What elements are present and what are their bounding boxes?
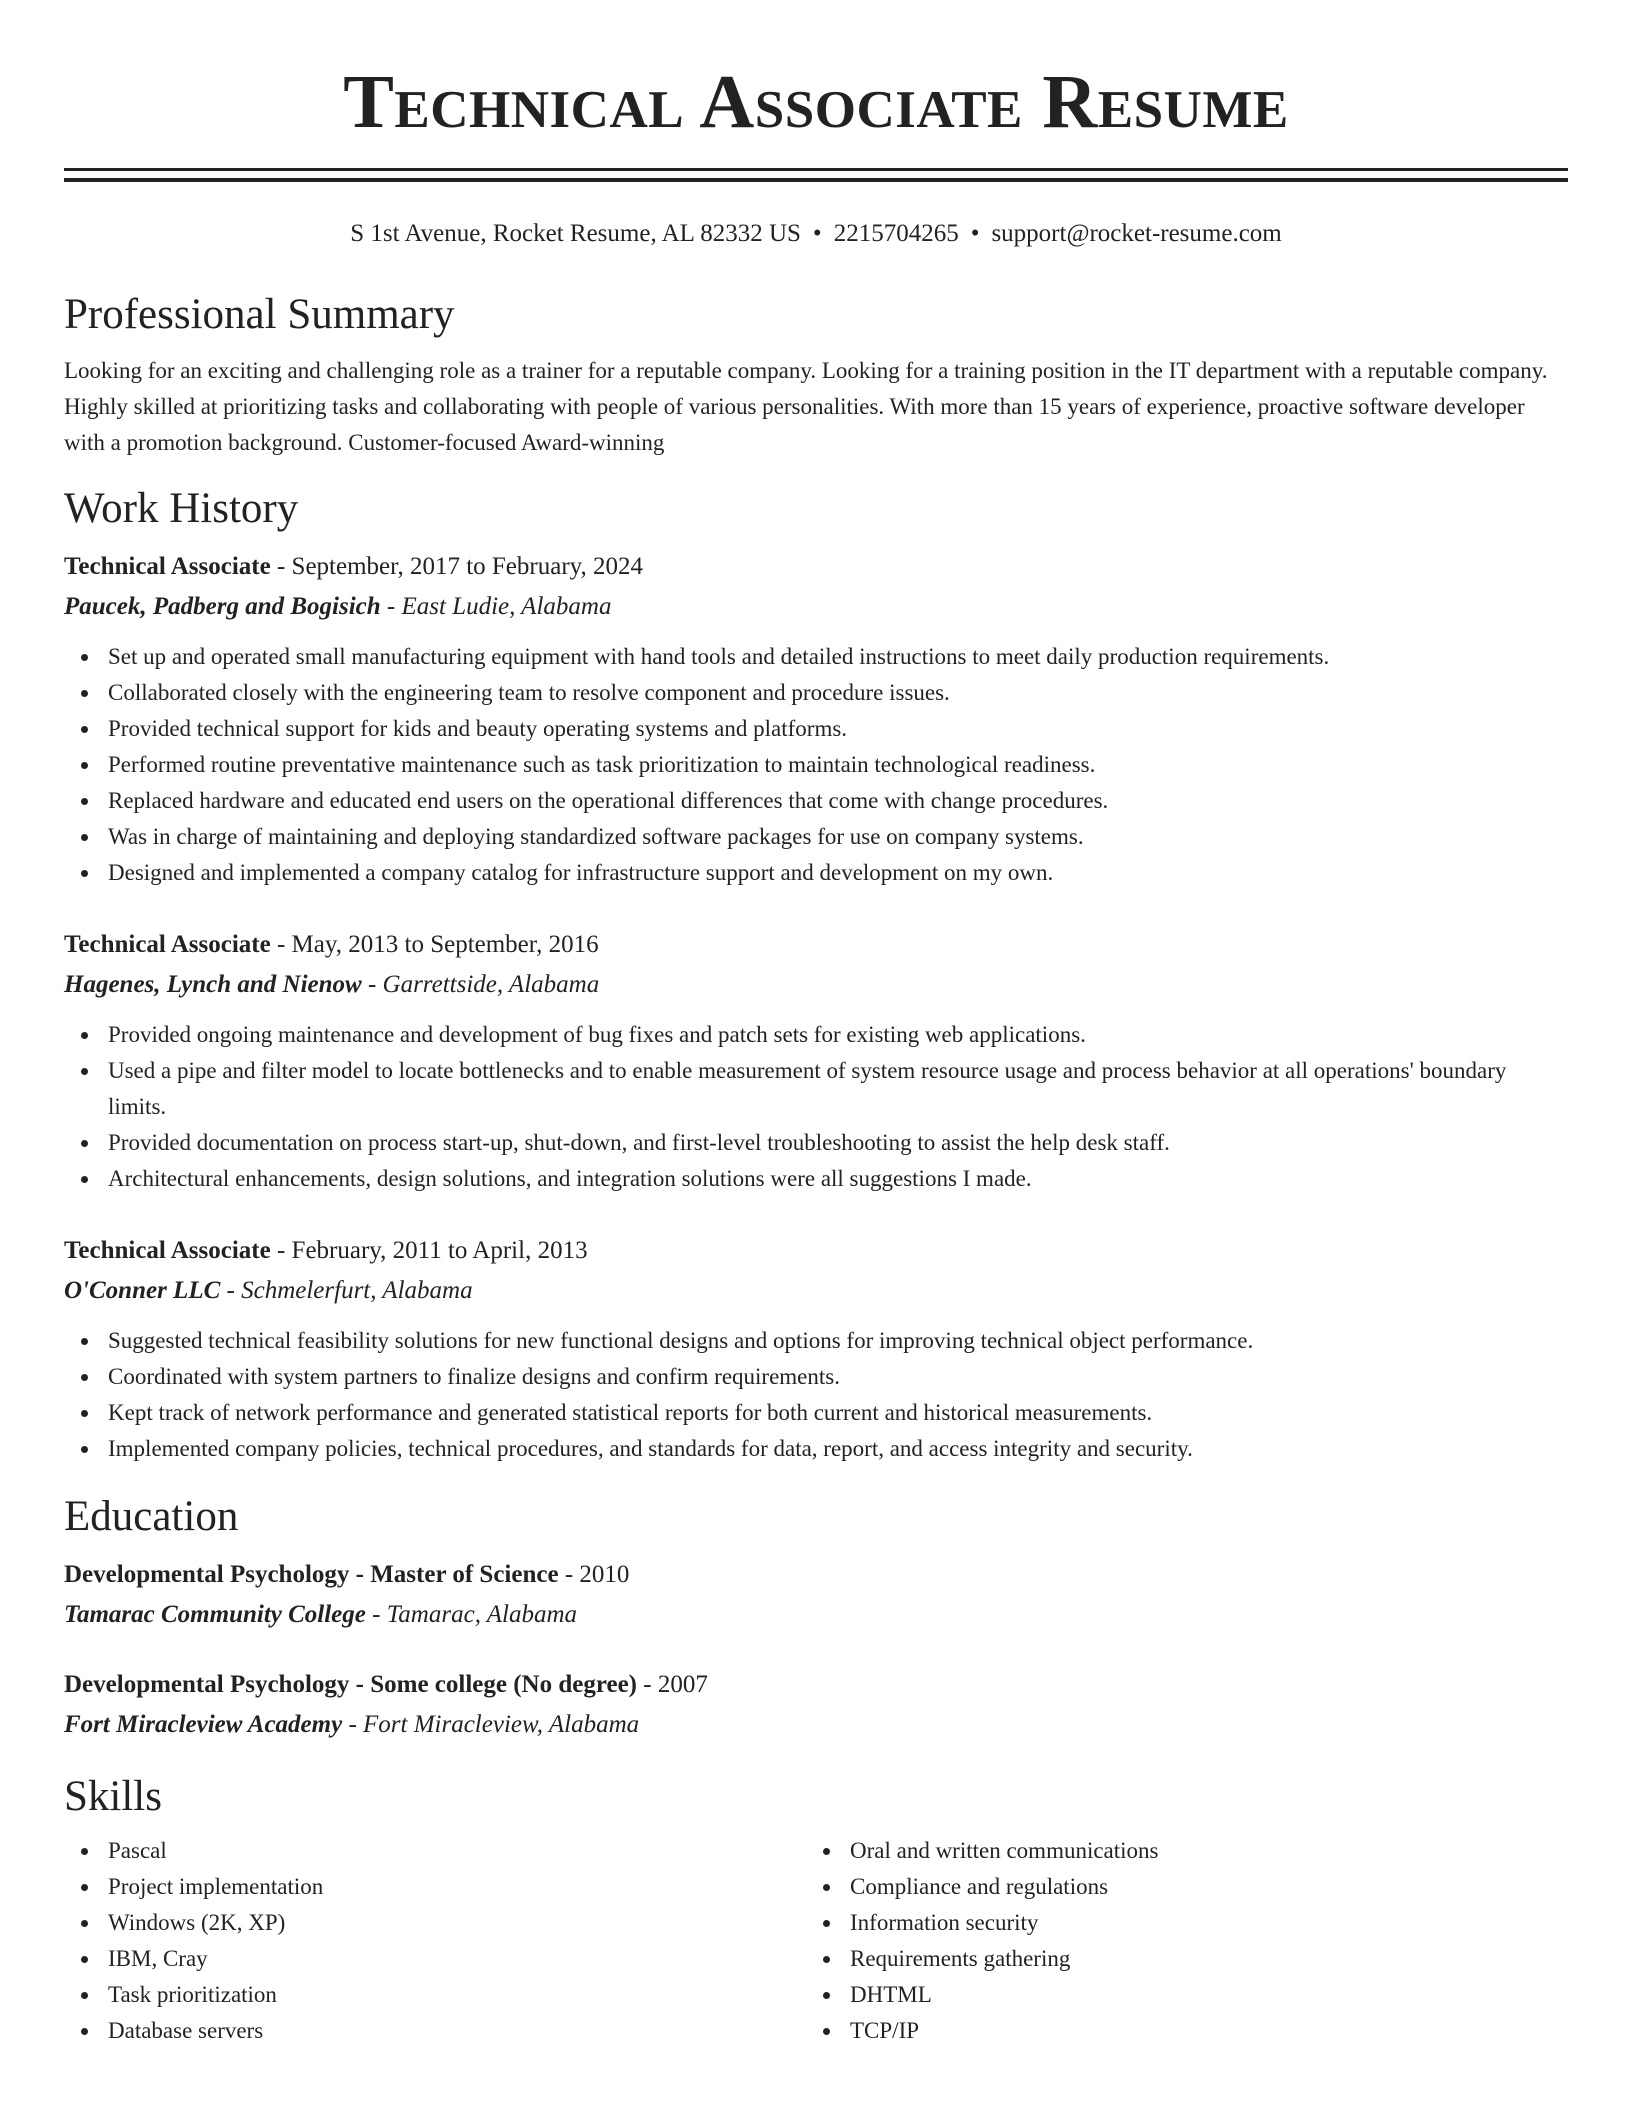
job-bullet: Set up and operated small manufacturing equipment with hand tools and detailed instructions to meet daily production requirements. [108, 639, 1568, 675]
work-history-heading: Work History [64, 485, 299, 532]
job-bullet: Kept track of network performance and generated statistical reports for both current and historical measurements. [108, 1395, 1568, 1431]
skill-item: Project implementation [108, 1869, 806, 1905]
contact-separator: • [970, 220, 980, 247]
job-company: O'Conner LLC [64, 1277, 221, 1304]
job-title-line [64, 925, 1568, 965]
education-heading: Education [64, 1493, 239, 1540]
skill-item: TCP/IP [850, 2013, 1548, 2049]
job-bullet: Implemented company policies, technical procedures, and standards for data, report, and access integrity and security. [108, 1431, 1568, 1467]
job-dates: - September, 2017 to February, 2024 [270, 553, 644, 580]
job-bullet: Provided documentation on process start-up, shut-down, and first-level troubleshooting to assist the help desk staff. [108, 1125, 1568, 1161]
job-role: Technical Associate [64, 553, 271, 580]
job-bullets [64, 639, 1568, 891]
job-location: - East Ludie, Alabama [380, 593, 612, 620]
resume-title: Technical Associate Resume [343, 60, 1289, 144]
education-year: - 2007 [637, 1671, 708, 1698]
education-location: - Tamarac, Alabama [365, 1601, 578, 1628]
job-bullet: Coordinated with system partners to finalize designs and confirm requirements. [108, 1359, 1568, 1395]
job-bullet: Suggested technical feasibility solutions for new functional designs and options for improving technical object performance. [108, 1323, 1568, 1359]
title-divider-thick [64, 178, 1568, 182]
job-bullet: Designed and implemented a company catalog for infrastructure support and development on my own. [108, 855, 1568, 891]
job-entry [64, 547, 1568, 891]
job-dates: - May, 2013 to September, 2016 [270, 931, 599, 958]
summary-text: Looking for an exciting and challenging role as a trainer for a reputable company. Looking for a training position in the IT department with a reputable company. Highly skilled at prioritizing tasks and collaborating with people of various personalities. With more than 15 years of experience, proactive software developer with a promotion background. Customer-focused Award-winning [64, 358, 1548, 455]
skill-item: IBM, Cray [108, 1941, 806, 1977]
title-divider-thin [64, 168, 1568, 171]
job-company-line [64, 587, 1568, 627]
job-bullet: Collaborated closely with the engineering team to resolve component and procedure issues. [108, 675, 1568, 711]
education-school-line [64, 1595, 1568, 1635]
contact-line [64, 219, 1568, 249]
summary-heading: Professional Summary [64, 291, 455, 338]
job-location: - Schmelerfurt, Alabama [220, 1277, 473, 1304]
skill-item: Task prioritization [108, 1977, 806, 2013]
education-degree-line [64, 1665, 1568, 1705]
education-location: - Fort Miracleview, Alabama [342, 1711, 640, 1738]
job-bullet: Used a pipe and filter model to locate bottlenecks and to enable measurement of system resource usage and process behavior at all operations' boundary limits. [108, 1053, 1568, 1125]
job-bullet: Replaced hardware and educated end users on the operational differences that come with change procedures. [108, 783, 1568, 819]
job-entry [64, 1231, 1568, 1467]
skill-item: Pascal [108, 1833, 806, 1869]
education-school: Tamarac Community College [64, 1601, 366, 1628]
job-title-line [64, 1231, 1568, 1271]
job-company: Paucek, Padberg and Bogisich [64, 593, 381, 620]
job-bullets [64, 1323, 1568, 1467]
skill-item: Information security [850, 1905, 1548, 1941]
skill-item: DHTML [850, 1977, 1548, 2013]
job-dates: - February, 2011 to April, 2013 [270, 1237, 588, 1264]
skill-item: Requirements gathering [850, 1941, 1548, 1977]
job-bullet: Provided ongoing maintenance and development of bug fixes and patch sets for existing web applications. [108, 1017, 1568, 1053]
education-year: - 2010 [558, 1561, 630, 1588]
education-degree-line [64, 1555, 1568, 1595]
education-entry [64, 1555, 1568, 1635]
education-entry [64, 1665, 1568, 1745]
contact-email: support@rocket-resume.com [991, 220, 1282, 247]
education-degree: Developmental Psychology - Some college (No degree) [64, 1671, 638, 1698]
contact-phone: 2215704265 [833, 220, 959, 247]
job-role: Technical Associate [64, 931, 271, 958]
contact-address: S 1st Avenue, Rocket Resume, AL 82332 US [350, 220, 801, 247]
job-bullet: Was in charge of maintaining and deploying standardized software packages for use on company systems. [108, 819, 1568, 855]
contact-separator: • [812, 220, 822, 247]
skills-heading: Skills [64, 1773, 162, 1820]
skills-list-right [806, 1833, 1548, 2049]
skills-list-left [64, 1833, 806, 2049]
skill-item: Compliance and regulations [850, 1869, 1548, 1905]
job-company-line [64, 965, 1568, 1005]
skill-item: Windows (2K, XP) [108, 1905, 806, 1941]
education-school: Fort Miracleview Academy [64, 1711, 343, 1738]
education-school-line [64, 1705, 1568, 1745]
job-company-line [64, 1271, 1568, 1311]
skills-columns [64, 1833, 1568, 2049]
skill-item: Database servers [108, 2013, 806, 2049]
job-entry [64, 925, 1568, 1197]
job-location: - Garrettside, Alabama [361, 971, 600, 998]
job-title-line [64, 547, 1568, 587]
job-bullet: Provided technical support for kids and beauty operating systems and platforms. [108, 711, 1568, 747]
job-bullet: Architectural enhancements, design solutions, and integration solutions were all suggestions I made. [108, 1161, 1568, 1197]
job-bullets [64, 1017, 1568, 1197]
job-company: Hagenes, Lynch and Nienow [64, 971, 362, 998]
skill-item: Oral and written communications [850, 1833, 1548, 1869]
job-role: Technical Associate [64, 1237, 271, 1264]
job-bullet: Performed routine preventative maintenance such as task prioritization to maintain technological readiness. [108, 747, 1568, 783]
education-degree: Developmental Psychology - Master of Science [64, 1561, 559, 1588]
